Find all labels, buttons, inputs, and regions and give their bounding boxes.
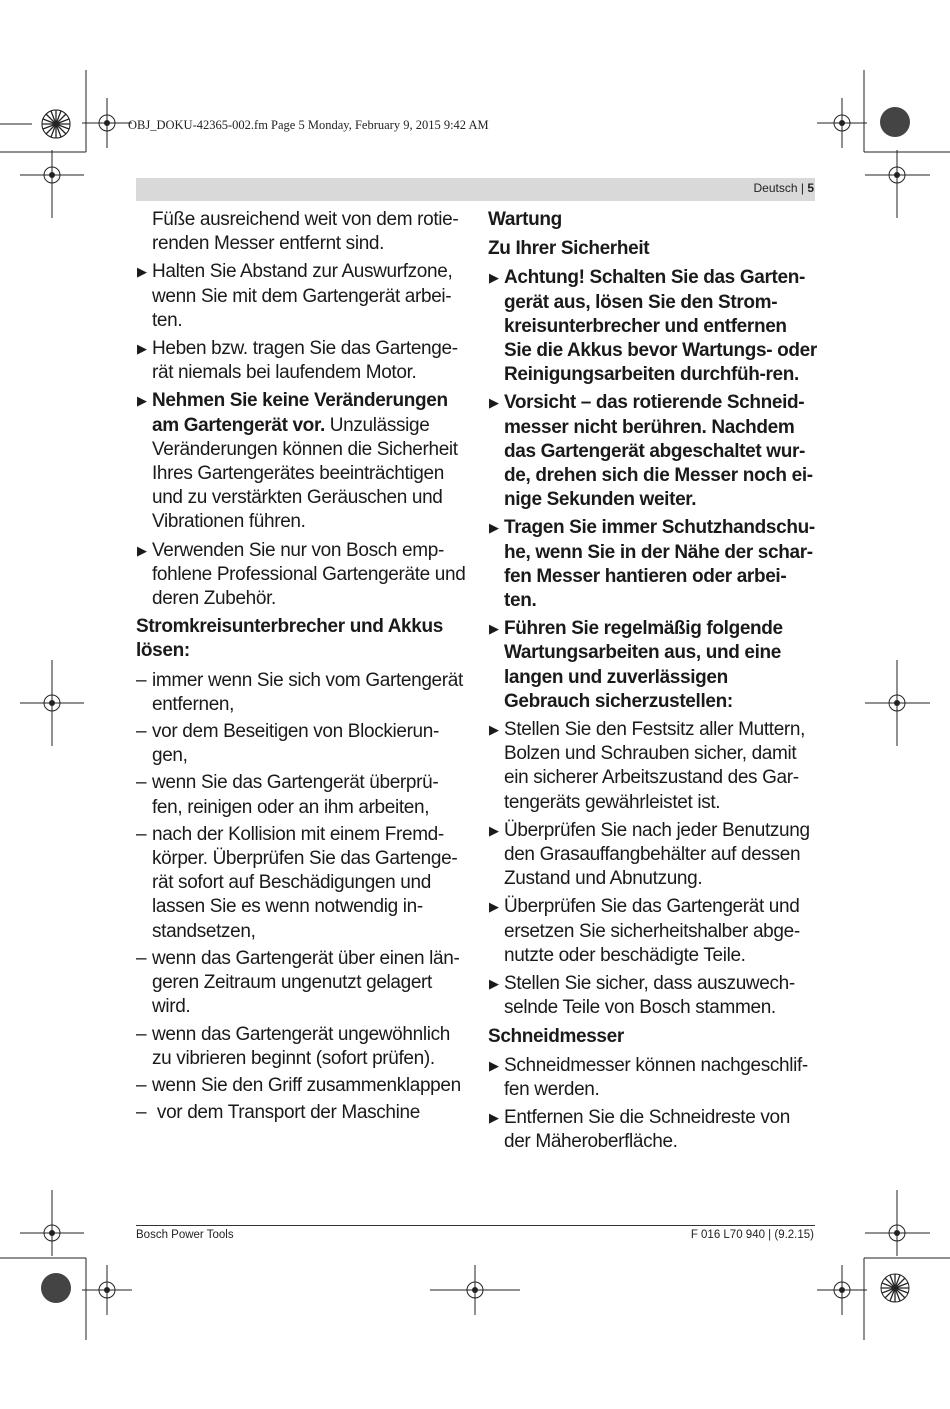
dash-marker: – (136, 772, 147, 794)
heading-wartung: Wartung (488, 209, 562, 230)
list-item (136, 260, 468, 333)
bullet-bold-text: Führen Sie regelmäßig folgende Wartungsarbeiten aus, und eine langen und zuverlässigen Gebrauch sicherzustellen: (504, 618, 783, 712)
dash-text: wenn das Gartengerät ungewöhnlich zu vibrieren beginnt (sofort prüfen). (152, 1023, 450, 1069)
bullet-bold-text: Vorsicht – das rotierende Schneid-messer nicht berühren. Nachdem das Gartengerät abgeschaltet wur-de, drehen sich die Messer noch ei-nige Sekunden weiter. (504, 392, 813, 511)
list-item (488, 516, 818, 613)
heading-zu-ihrer-sicherheit: Zu Ihrer Sicherheit (488, 238, 650, 260)
page-number: 5 (807, 181, 814, 195)
bullet-arrow-icon: ▶ (137, 393, 147, 409)
dash-item (136, 823, 468, 944)
dash-marker: – (136, 1074, 147, 1096)
dash-marker: – (136, 721, 147, 743)
list-item (488, 819, 818, 892)
dash-item (136, 669, 468, 717)
heading-schneidmesser: Schneidmesser (488, 1025, 624, 1047)
list-item (488, 895, 818, 968)
bullet-arrow-icon: ▶ (489, 976, 499, 992)
left-column (136, 208, 468, 1128)
bullet-arrow-icon: ▶ (489, 395, 499, 411)
bullet-arrow-icon: ▶ (489, 520, 499, 536)
dash-marker: – (136, 1023, 147, 1045)
dash-marker: – (136, 947, 147, 969)
bullet-arrow-icon: ▶ (489, 822, 499, 838)
footer-rule (136, 1225, 815, 1226)
list-item (488, 391, 818, 512)
bullet-text: Überprüfen Sie nach jeder Benutzung den Grasauffangbehälter auf dessen Zustand und Abnutzung. (504, 819, 810, 890)
list-item (488, 266, 818, 387)
page-header-section: Deutsch (753, 181, 798, 195)
bullet-text: Verwenden Sie nur von Bosch emp-fohlene Professional Gartengeräte und deren Zubehör. (152, 539, 466, 610)
bullet-bold-text: Achtung! Schalten Sie das Garten-gerät aus, lösen Sie den Strom-kreisunterbrecher und entfernen Sie die Akkus bevor Wartungs- oder Reinigungsarbeiten durchfüh-ren. (504, 267, 817, 386)
dash-text: nach der Kollision mit einem Fremd-körper. Überprüfen Sie das Gartenge-rät sofort auf Beschädigungen und lassen Sie es wenn notwendig in-standsetzen, (152, 823, 458, 942)
bullet-text: Unzulässige Veränderungen können die Sicherheit Ihres Gartengerätes beeinträchtigen und zu verstärkten Geräuschen und Vibrationen führen. (152, 414, 458, 533)
footer-brand: Bosch Power Tools (136, 1229, 234, 1241)
list-item (488, 1054, 818, 1102)
bullet-text: Heben bzw. tragen Sie das Gartenge-rät niemals bei laufendem Motor. (152, 338, 458, 384)
bullet-text: Entfernen Sie die Schneidreste von der Mäheroberfläche. (504, 1107, 790, 1153)
bullet-arrow-icon: ▶ (489, 621, 499, 637)
dash-text: immer wenn Sie sich vom Gartengerät entfernen, (152, 669, 463, 715)
dash-text: wenn das Gartengerät über einen län-geren Zeitraum ungenutzt gelagert wird. (152, 947, 460, 1018)
page-header-bar (136, 178, 815, 201)
list-item (488, 1106, 818, 1154)
bullet-bold-text: Tragen Sie immer Schutzhandschu-he, wenn Sie in der Nähe der schar-fen Messer hantieren oder arbei-ten. (504, 517, 815, 612)
bullet-text: Stellen Sie den Festsitz aller Muttern, Bolzen und Schrauben sicher, damit ein sicherer Arbeitszustand des Gar-tengeräts gewährleistet ist. (504, 719, 806, 813)
bullet-arrow-icon: ▶ (489, 1057, 499, 1073)
page-header-separator: | (797, 181, 808, 195)
bullet-arrow-icon: ▶ (489, 270, 499, 286)
list-item (488, 972, 818, 1020)
bullet-text: Stellen Sie sicher, dass auszuwech-selnde Teile von Bosch stammen. (504, 973, 795, 1019)
dash-text: wenn Sie das Gartengerät überprü-fen, reinigen oder an ihm arbeiten, (152, 772, 439, 818)
dash-marker: – (136, 823, 147, 845)
bullet-bold-text: Nehmen Sie keine Veränderungen am Gartengerät vor. (152, 390, 448, 436)
list-item (488, 718, 818, 815)
bullet-text: Überprüfen Sie das Gartengerät und ersetzen Sie sicherheitshalber abge-nutzte oder beschädigte Teile. (504, 896, 800, 966)
list-item (136, 337, 468, 385)
bullet-arrow-icon: ▶ (489, 722, 499, 738)
list-item (136, 539, 468, 612)
dash-item (136, 1023, 468, 1071)
dash-item (136, 771, 468, 819)
dash-text: wenn Sie den Griff zusammenklappen (152, 1074, 461, 1096)
dash-item (136, 720, 468, 768)
section-heading-stromkreis: Stromkreisunterbrecher und Akkus lösen: (136, 616, 443, 662)
bullet-arrow-icon: ▶ (489, 899, 499, 915)
list-item (136, 389, 468, 534)
footer-doc-number: F 016 L70 940 | (9.2.15) (690, 1229, 814, 1241)
bullet-arrow-icon: ▶ (137, 341, 147, 357)
intro-text: Füße ausreichend weit von dem rotie-renden Messer entfernt sind. (152, 209, 459, 255)
bullet-arrow-icon: ▶ (137, 542, 147, 558)
framemaker-file-header: OBJ_DOKU-42365-002.fm Page 5 Monday, February 9, 2015 9:42 AM (128, 118, 489, 132)
dash-marker: – (136, 1102, 147, 1124)
page-header (753, 181, 814, 195)
bullet-text: Halten Sie Abstand zur Auswurfzone, wenn Sie mit dem Gartengerät arbei-ten. (152, 261, 453, 331)
list-item (488, 617, 818, 714)
dash-text: vor dem Transport der Maschine (152, 1102, 420, 1124)
dash-marker: – (136, 669, 147, 691)
bullet-text: Schneidmesser können nachgeschlif-fen werden. (504, 1054, 808, 1100)
right-column (488, 208, 818, 1159)
dash-text: vor dem Beseitigen von Blockierun-gen, (152, 721, 439, 767)
dash-item (136, 1074, 468, 1098)
dash-item (136, 1101, 468, 1125)
bullet-arrow-icon: ▶ (489, 1110, 499, 1126)
dash-item (136, 947, 468, 1020)
bullet-arrow-icon: ▶ (137, 264, 147, 280)
